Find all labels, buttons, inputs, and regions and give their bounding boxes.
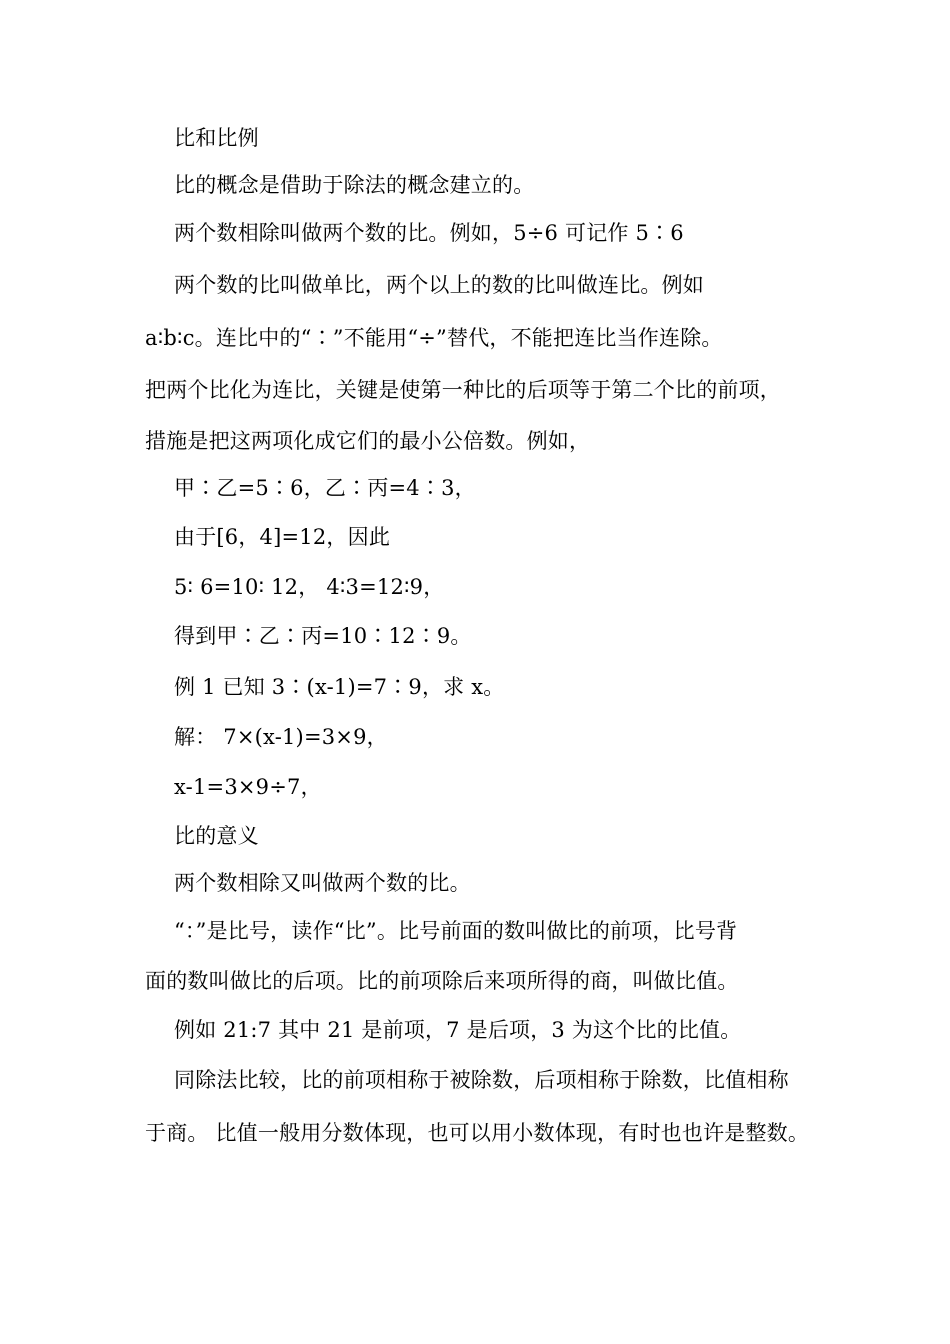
paragraph-line: a∶b∶c。连比中的“∶”不能用“÷”替代，不能把连比当作连除。 [145, 326, 723, 350]
paragraph-line: 措施是把这两项化成它们的最小公倍数。例如， [145, 429, 591, 453]
paragraph-line: 同除法比较，比的前项相称于被除数，后项相称于除数，比值相称 [174, 1068, 789, 1092]
example-line: 5∶ 6=10∶ 12， 4∶3=12∶9， [174, 575, 445, 599]
paragraph-line: 两个数相除叫做两个数的比。例如，5÷6 可记作 5∶6 [174, 221, 684, 245]
example-line: 甲∶乙=5∶6，乙∶丙=4∶3， [174, 476, 476, 500]
paragraph-line: 于商。 比值一般用分数体现，也可以用小数体现，有时也也许是整数。 [145, 1121, 810, 1145]
section-heading-meaning-of-ratio: 比的意义 [174, 824, 259, 848]
paragraph-line: 面的数叫做比的后项。比的前项除后来项所得的商，叫做比值。 [145, 969, 739, 993]
solution-line: 解： 7×(x-1)=3×9， [174, 725, 388, 749]
paragraph-line: 例如 21:7 其中 21 是前项，7 是后项，3 为这个比的比值。 [174, 1018, 742, 1042]
example-problem-line: 例 1 已知 3∶(x-1)=7∶9，求 x。 [174, 675, 505, 699]
paragraph-line: 把两个比化为连比，关键是使第一种比的后项等于第二个比的前项， [145, 378, 781, 402]
example-line: 由于[6，4]=12，因此 [174, 525, 391, 549]
paragraph-line: 两个数的比叫做单比，两个以上的数的比叫做连比。例如 [174, 273, 704, 297]
paragraph-line: 比的概念是借助于除法的概念建立的。 [174, 173, 535, 197]
paragraph-line: 两个数相除又叫做两个数的比。 [174, 871, 471, 895]
solution-line: x-1=3×9÷7， [174, 775, 322, 799]
paragraph-line: “：”是比号，读作“比”。比号前面的数叫做比的前项，比号背 [174, 919, 738, 943]
section-heading-ratio-and-proportion: 比和比例 [174, 126, 259, 150]
example-line: 得到甲∶乙∶丙=10∶12∶9。 [174, 624, 472, 648]
